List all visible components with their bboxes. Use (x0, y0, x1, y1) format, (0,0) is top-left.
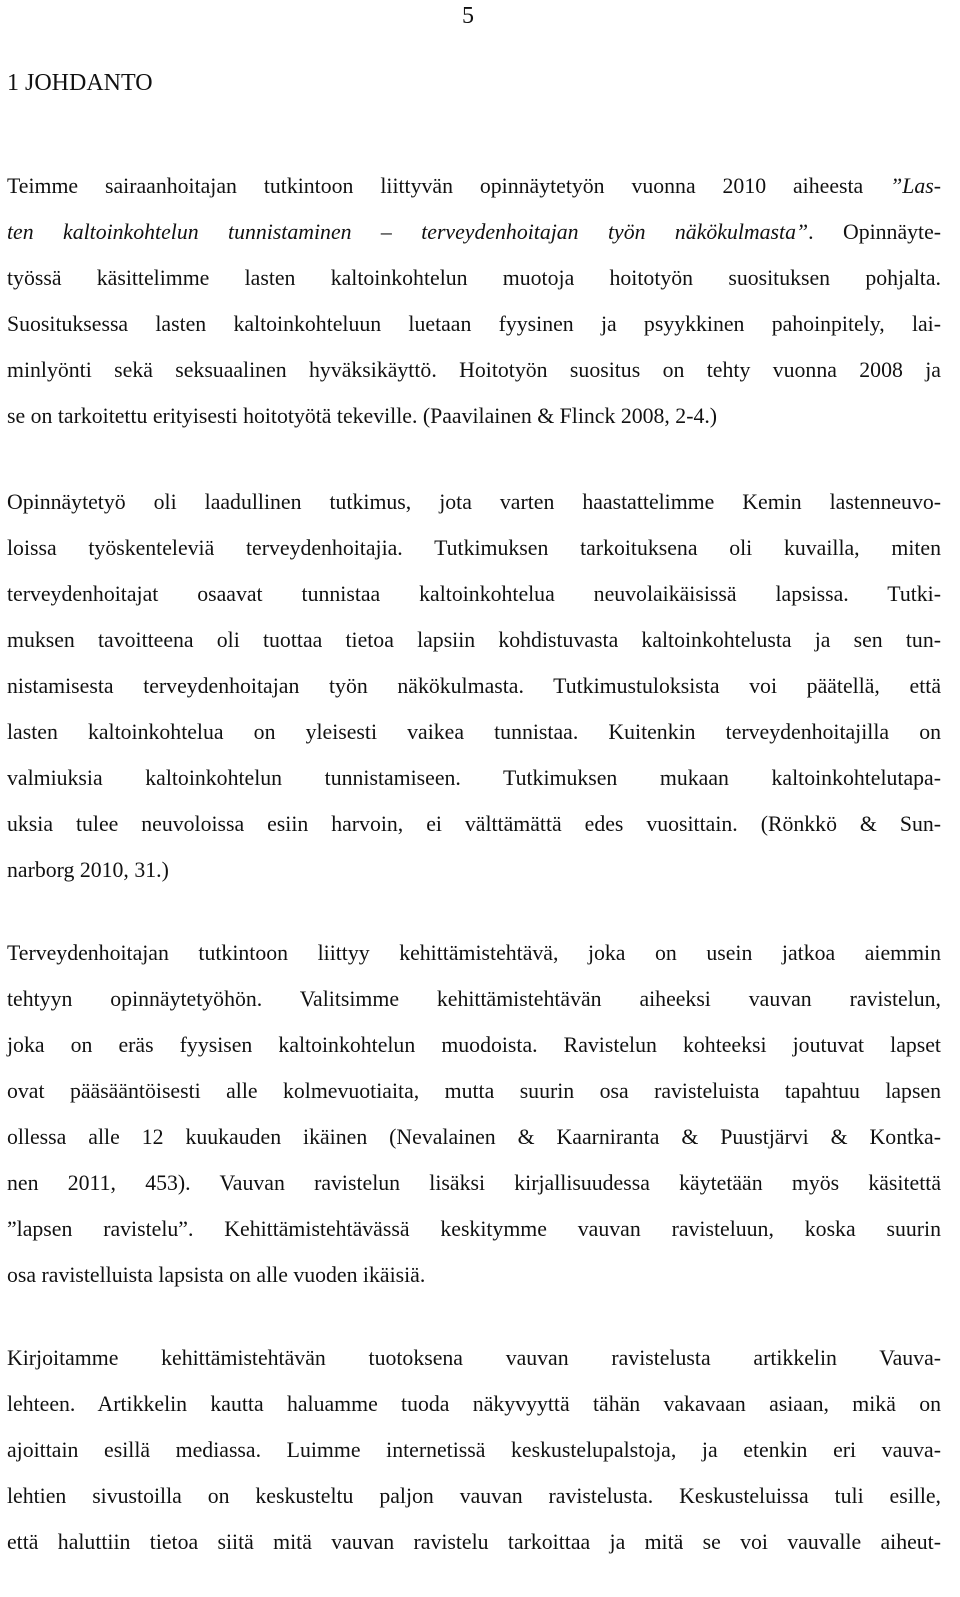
text-line (7, 301, 941, 347)
text-line (7, 1335, 941, 1381)
text-run: ajoittain esillä mediassa. Luimme internetissä keskustelupalstoja, ja etenkin eri vauva- (7, 1438, 941, 1462)
text-line (7, 976, 941, 1022)
text-run: narborg 2010, 31.) (7, 858, 169, 882)
text-line (7, 1381, 941, 1427)
text-line (7, 1252, 941, 1298)
text-line (7, 709, 941, 755)
text-line (7, 163, 941, 209)
text-line (7, 525, 941, 571)
text-line (7, 1473, 941, 1519)
text-run: se on tarkoitettu erityisesti hoitotyötä tekeville. (Paavilainen & Flinck 2008, 2-4.) (7, 404, 718, 428)
text-line (7, 1519, 941, 1565)
text-run: . Opinnäyte- (808, 220, 942, 244)
text-line (7, 393, 941, 439)
text-line (7, 801, 941, 847)
section-heading: 1 JOHDANTO (7, 70, 153, 96)
text-line (7, 663, 941, 709)
text-run: nen 2011, 453). Vauvan ravistelun lisäksi kirjallisuudessa käytetään myös käsitettä (7, 1171, 941, 1195)
text-line (7, 1160, 941, 1206)
text-run: lehtien sivustoilla on keskusteltu paljon vauvan ravistelusta. Keskusteluissa tuli esille, (7, 1484, 941, 1508)
paragraph-3 (7, 930, 941, 1298)
text-line (7, 847, 941, 893)
text-run: joka on eräs fyysisen kaltoinkohtelun muodoista. Ravistelun kohteeksi joutuvat lapset (7, 1033, 941, 1057)
text-run: Opinnäytetyö oli laadullinen tutkimus, jota varten haastattelimme Kemin lastenneuvo- (7, 490, 941, 514)
text-line (7, 755, 941, 801)
italic-text: ten kaltoinkohtelun tunnistaminen – terveydenhoitajan työn näkökulmasta” (7, 220, 809, 244)
text-run: lehteen. Artikkelin kautta haluamme tuoda näkyvyyttä tähän vakavaan asiaan, mikä on (7, 1392, 941, 1416)
paragraph-2 (7, 479, 941, 893)
text-run: ovat pääsääntöisesti alle kolmevuotiaita, mutta suurin osa ravisteluista tapahtuu lapsen (7, 1079, 941, 1103)
text-line (7, 617, 941, 663)
text-line (7, 1022, 941, 1068)
text-line (7, 1068, 941, 1114)
text-run: Terveydenhoitajan tutkintoon liittyy kehittämistehtävä, joka on usein jatkoa aiemmin (7, 941, 941, 965)
text-run: loissa työskenteleviä terveydenhoitajia. Tutkimuksen tarkoituksena oli kuvailla, miten (7, 536, 941, 560)
text-line (7, 255, 941, 301)
page-number: 5 (462, 3, 474, 29)
text-run: Teimme sairaanhoitajan tutkintoon liittyvän opinnäytetyön vuonna 2010 aiheesta (7, 174, 891, 198)
text-run: että haluttiin tietoa siitä mitä vauvan ravistelu tarkoittaa ja mitä se voi vauvalle aiheut- (7, 1530, 941, 1554)
paragraph-4 (7, 1335, 941, 1565)
text-line (7, 209, 941, 255)
text-line (7, 571, 941, 617)
paragraph-1 (7, 163, 941, 439)
text-run: osa ravistelluista lapsista on alle vuoden ikäisiä. (7, 1263, 426, 1287)
text-run: ”lapsen ravistelu”. Kehittämistehtävässä keskitymme vauvan ravisteluun, koska suurin (7, 1217, 941, 1241)
text-run: tehtyyn opinnäytetyöhön. Valitsimme kehittämistehtävän aiheeksi vauvan ravistelun, (7, 987, 941, 1011)
text-run: Suosituksessa lasten kaltoinkohteluun luetaan fyysinen ja psyykkinen pahoinpitely, lai- (7, 312, 941, 336)
italic-text: ”Las- (890, 174, 941, 198)
text-run: minlyönti sekä seksuaalinen hyväksikäyttö. Hoitotyön suositus on tehty vuonna 2008 ja (7, 358, 941, 382)
text-run: työssä käsittelimme lasten kaltoinkohtelun muotoja hoitotyön suosituksen pohjalta. (7, 266, 941, 290)
text-line (7, 347, 941, 393)
text-line (7, 930, 941, 976)
text-run: lasten kaltoinkohtelua on yleisesti vaikea tunnistaa. Kuitenkin terveydenhoitajilla on (7, 720, 941, 744)
text-line (7, 1114, 941, 1160)
text-run: uksia tulee neuvoloissa esiin harvoin, ei välttämättä edes vuosittain. (Rönkkö & Sun- (7, 812, 941, 836)
text-run: Kirjoitamme kehittämistehtävän tuotoksena vauvan ravistelusta artikkelin Vauva- (7, 1346, 941, 1370)
text-run: ollessa alle 12 kuukauden ikäinen (Nevalainen & Kaarniranta & Puustjärvi & Kontka- (7, 1125, 941, 1149)
text-run: valmiuksia kaltoinkohtelun tunnistamiseen. Tutkimuksen mukaan kaltoinkohtelutapa- (7, 766, 941, 790)
text-run: nistamisesta terveydenhoitajan työn näkökulmasta. Tutkimustuloksista voi päätellä, että (7, 674, 941, 698)
text-line (7, 1427, 941, 1473)
text-line (7, 479, 941, 525)
text-line (7, 1206, 941, 1252)
text-run: terveydenhoitajat osaavat tunnistaa kaltoinkohtelua neuvolaikäisissä lapsissa. Tutki- (7, 582, 941, 606)
text-run: muksen tavoitteena oli tuottaa tietoa lapsiin kohdistuvasta kaltoinkohtelusta ja sen tun- (7, 628, 941, 652)
